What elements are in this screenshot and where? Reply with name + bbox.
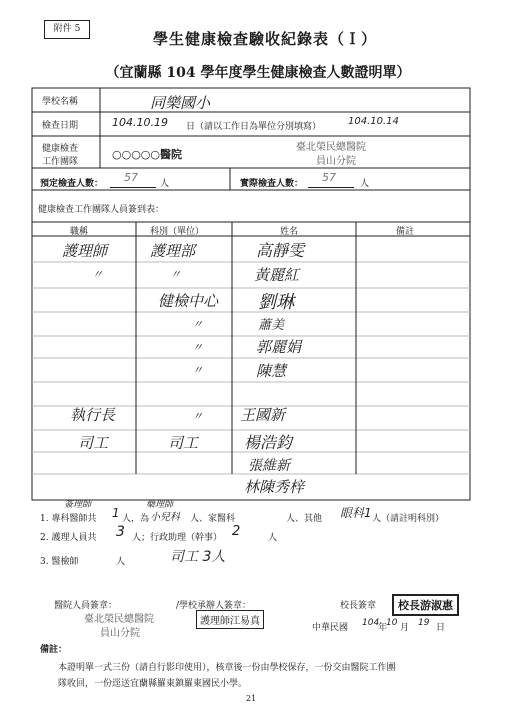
summary-line1-mid2: 人、家醫科: [190, 514, 236, 524]
principal-stamp: 校長游淑惠: [392, 594, 459, 616]
team-stamp-line1: 臺北榮民總醫院: [296, 142, 366, 153]
column-note: 備註: [396, 227, 415, 237]
row-2-name: 黃麗紅: [254, 266, 300, 284]
summary-line2-assistants: 2: [232, 524, 241, 539]
planned-count-underline: [110, 187, 156, 188]
row-8-name: 楊浩鈞: [244, 433, 293, 452]
row-10-name: 林陳秀梓: [244, 478, 305, 496]
school-name-value: 同樂國小: [150, 94, 211, 112]
school-name-label: 學校名稱: [42, 97, 79, 107]
school-signature-label: /學校承辦人簽章：: [176, 601, 252, 611]
row-3-dept: 健檢中心: [158, 292, 219, 310]
date-day: 19: [418, 618, 430, 628]
actual-count-unit: 人: [360, 179, 370, 189]
column-title: 職稱: [70, 227, 89, 237]
row-2-dept: 〃: [170, 268, 181, 281]
school-staff-stamp: 護理師江易真: [196, 610, 264, 629]
summary-line1-other: 眼科1: [340, 506, 372, 520]
actual-count-label: 實際檢查人數：: [240, 179, 304, 189]
row-4-dept: 〃: [192, 318, 203, 331]
planned-count-label: 預定檢查人數：: [40, 179, 104, 189]
summary-line2-nurses: 3: [116, 524, 125, 540]
column-dept: 科別（單位）: [150, 227, 205, 237]
exam-date-label: 檢查日期: [42, 121, 79, 131]
column-name: 姓名: [280, 227, 299, 237]
hospital-stamp-line2: 員山分院: [100, 628, 140, 639]
principal-signature-label: 校長簽章: [340, 601, 377, 611]
summary-line1-prefix: 1. 專科醫師共: [40, 514, 97, 524]
hospital-signature-label: 醫院人員簽章：: [54, 601, 118, 611]
notes-heading: 備註：: [40, 645, 68, 655]
team-value: ○○○○○醫院: [112, 148, 182, 161]
summary-line1-mid: 人，為: [122, 514, 150, 524]
summary-line3-prefix: 3. 醫檢師: [40, 557, 79, 567]
page-title: 學生健康檢查驗收紀錄表（Ｉ）: [152, 30, 377, 48]
notes-text-line2: 隊收回，一份逕送宜蘭縣羅東鎮羅東國民小學。: [58, 679, 248, 689]
note-handwritten-a: 簽理師: [64, 500, 92, 510]
exam-date-extra: 104.10.14: [348, 116, 399, 127]
page-subtitle: （宜蘭縣 104 學年度學生健康檢查人數證明單）: [105, 65, 411, 81]
team-stamp-line2: 員山分院: [316, 156, 356, 167]
date-month: 10: [386, 618, 398, 628]
summary-line1-specialists: 1: [112, 506, 120, 520]
row-1-dept: 護理部: [150, 242, 196, 260]
notes-text-line1: 本證明單一式三份（請自行影印使用），核章後一份由學校保存，一份交由醫院工作團: [58, 663, 396, 673]
summary-line3-note: 司工 3人: [170, 549, 226, 565]
row-1-title: 護理師: [62, 242, 108, 260]
row-5-name: 郭麗娟: [256, 338, 302, 356]
row-1-name: 高靜雯: [256, 241, 305, 260]
planned-count-unit: 人: [160, 179, 170, 189]
row-8-dept: 司工: [168, 434, 199, 452]
team-label-line1: 健康檢查: [42, 144, 79, 154]
summary-line1-pediatrics: 小兒科: [150, 512, 180, 523]
team-label-line2: 工作團隊: [42, 157, 79, 167]
date-year-label: 年: [378, 623, 388, 633]
row-3-name: 劉琳: [258, 292, 294, 313]
row-6-dept: 〃: [192, 364, 203, 377]
exam-date-unit: 日（請以工作日為單位分別填寫）: [186, 122, 322, 132]
summary-line2-mid: 人；行政助理（幹事）: [132, 533, 223, 543]
roster-title: 健康檢查工作團隊人員簽到表：: [38, 205, 165, 215]
summary-line3-suffix: 人: [116, 557, 126, 567]
planned-count-value: 57: [124, 171, 138, 184]
hospital-stamp-line1: 臺北榮民總醫院: [84, 614, 154, 625]
row-7-dept: 〃: [192, 410, 203, 423]
date-day-label: 日: [436, 623, 446, 633]
row-2-title: 〃: [92, 268, 103, 281]
summary-line2-suffix: 人: [268, 533, 278, 543]
date-month-label: 月: [400, 623, 410, 633]
date-year: 104: [362, 618, 380, 628]
actual-count-underline: [308, 187, 354, 188]
summary-line1-mid3: 人、其他: [286, 514, 323, 524]
exam-date-value: 104.10.19: [112, 116, 168, 129]
row-7-name: 王國新: [240, 406, 286, 424]
summary-line2-prefix: 2. 護理人員共: [40, 533, 97, 543]
actual-count-value: 57: [322, 171, 336, 184]
page-number: 21: [246, 694, 257, 703]
row-8-title: 司工: [78, 434, 109, 452]
row-9-name: 張維新: [248, 458, 290, 474]
row-7-title: 執行長: [70, 406, 116, 424]
row-5-dept: 〃: [192, 341, 203, 354]
note-handwritten-b: 藥理師: [146, 500, 174, 510]
row-6-name: 陳慧: [256, 362, 287, 380]
date-prefix: 中華民國: [312, 623, 349, 633]
row-4-name: 蕭美: [258, 318, 285, 333]
summary-line1-suffix: 人（請註明科別）: [372, 514, 445, 524]
attachment-label: 附件 5: [44, 20, 90, 39]
